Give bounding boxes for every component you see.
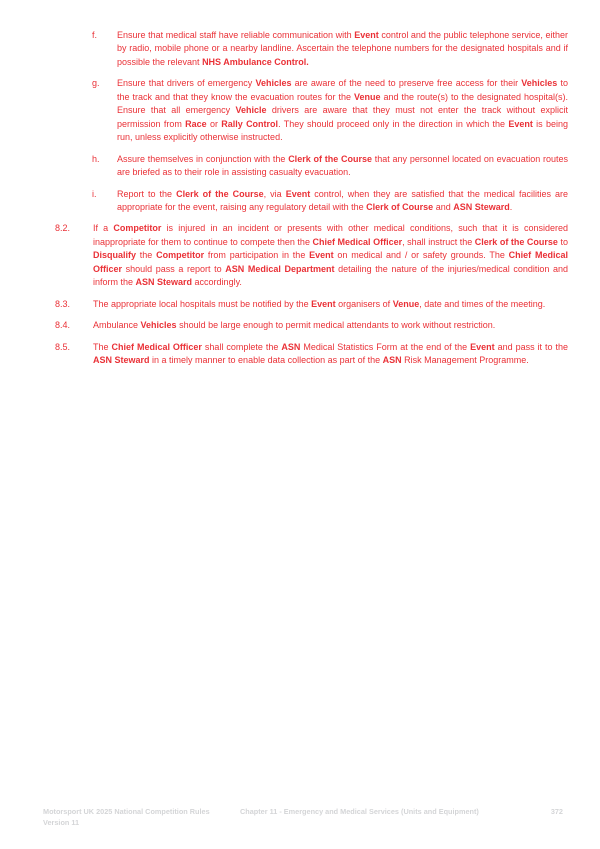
bold-term: ASN Medical Department [225,263,335,274]
bold-term: ASN Steward [93,355,150,366]
text-run: Ensure that drivers of emergency [117,78,256,89]
rule-item-g [0,77,600,144]
text-run: Risk Management Programme. [401,355,529,366]
rule-item-8-3 [0,298,600,311]
text-run: the [136,250,157,261]
bold-term: Event [309,250,334,261]
text-run: should be large enough to permit medical attendants to work without restriction. [176,320,496,331]
text-run: Ensure that medical staff have reliable communication with [117,30,355,40]
text-run: shall complete the [201,341,282,352]
item-marker: 8.3. [55,298,71,309]
text-run: on medical and / or safety grounds. The [333,250,509,261]
rule-item-f [0,29,600,69]
bold-term: Chief Medical Officer [111,341,202,352]
item-text [93,298,568,311]
footer-left [43,807,210,828]
text-run: , via [263,188,286,199]
item-marker: g. [92,78,100,89]
bold-term: Venue [353,91,381,102]
bold-term: Event [508,118,533,129]
text-run: The [93,341,112,352]
text-run: in a timely manner to enable data collection as part of the [149,355,383,366]
text-run: or [206,118,222,129]
document-body [0,29,600,368]
item-text [117,77,568,144]
text-run: drivers are aware that they must not enter the track without explicit permission from [117,105,569,129]
bold-term: Competitor [156,250,205,261]
text-run: are aware of the need to preserve free access for their [291,78,522,89]
item-text [93,341,568,368]
bold-term: Event [311,298,336,309]
bold-term: Vehicle [235,105,267,116]
item-text [93,319,568,332]
text-run: that any personnel located on evacuation routes are briefed as to their role in assisting casualty evacuation. [117,153,568,178]
text-run: Assure themselves in conjunction with the [117,153,289,164]
bold-term: ASN Steward [453,201,510,212]
text-run: accordingly. [192,277,242,288]
bold-term: Vehicles [140,320,177,331]
bold-term: NHS Ambulance Control. [202,56,309,67]
rule-item-h [0,153,600,180]
bold-term: Clerk of the Course [474,236,558,247]
bold-term: Chief Medical Officer [93,250,568,274]
rule-item-8-5 [0,341,600,368]
item-text [93,222,568,289]
bold-term: Vehicles [255,78,292,89]
text-run: , shall instruct the [402,236,475,247]
bold-term: ASN [382,355,402,366]
bold-term: Rally Control [221,118,279,129]
bold-term: Clerk of Course [366,201,434,212]
bold-term: Venue [392,298,420,309]
text-run: Medical Statistics Form at the end of the [300,341,471,352]
bold-term: ASN Steward [135,277,193,288]
text-run: Report to the [117,188,177,199]
bold-term: Event [354,30,379,40]
bold-term: Clerk of the Course [288,153,372,164]
text-run: detailing the nature of the injuries/medical condition and inform the [93,263,568,288]
item-marker: f. [92,30,98,40]
bold-term: ASN [281,341,301,352]
text-run: . [509,201,513,212]
bold-term: Clerk of the Course [176,188,264,199]
text-run: is injured in an incident or presents with other medical conditions, such that it is considered inappropriate for them to continue to compete then the [93,223,568,247]
footer-doc-title: Motorsport UK 2025 National Competition Rules [43,807,210,816]
item-text [117,29,568,69]
text-run: and pass it to the [494,341,569,352]
text-run: Ambulance [93,320,141,331]
text-run: is being run, unless explicitly otherwise instructed. [117,118,568,143]
item-marker: h. [92,153,100,164]
bold-term: Race [185,118,207,129]
text-run: from participation in the [204,250,310,261]
item-marker: 8.5. [55,341,71,352]
item-text [117,188,568,215]
rule-item-8-2 [0,222,600,289]
bold-term: Event [285,188,311,199]
bold-term: Vehicles [521,78,558,89]
text-run: control, when they are satisfied that the medical facilities are appropriate for the event, raising any regulatory detail with the [117,188,568,212]
bold-term: Disqualify [93,250,137,261]
footer-page-number: 372 [550,807,563,816]
bold-term: Competitor [113,223,162,234]
text-run: and [433,201,454,212]
text-run: The appropriate local hospitals must be notified by the [93,298,312,309]
text-run: organisers of [335,298,393,309]
item-marker: 8.4. [55,320,71,331]
text-run: should pass a report to [122,263,226,274]
bold-term: Chief Medical Officer [312,236,403,247]
text-run: , date and times of the meeting. [419,298,546,309]
text-run: to the track and that they know the evacuation routes for the [117,78,568,102]
rule-item-8-4 [0,319,600,332]
bold-term: Event [470,341,495,352]
item-marker: 8.2. [55,223,71,234]
text-run: . They should proceed only in the direction in which the [278,118,509,129]
rule-item-i [0,188,600,215]
item-text [117,153,568,180]
text-run: control and the public telephone service, either by radio, mobile phone or a nearby landline. Ascertain the telephone numbers for the designated hospitals and if possible the relevant [117,30,568,67]
text-run: and the route(s) to the designated hospital(s). Ensure that all emergency [117,91,569,116]
text-run: to [557,236,568,247]
text-run: If a [93,223,114,234]
item-marker: i. [92,188,97,199]
footer-version: Version 11 [43,817,80,827]
footer-chapter: Chapter 11 - Emergency and Medical Services (Units and Equipment) [240,807,479,816]
